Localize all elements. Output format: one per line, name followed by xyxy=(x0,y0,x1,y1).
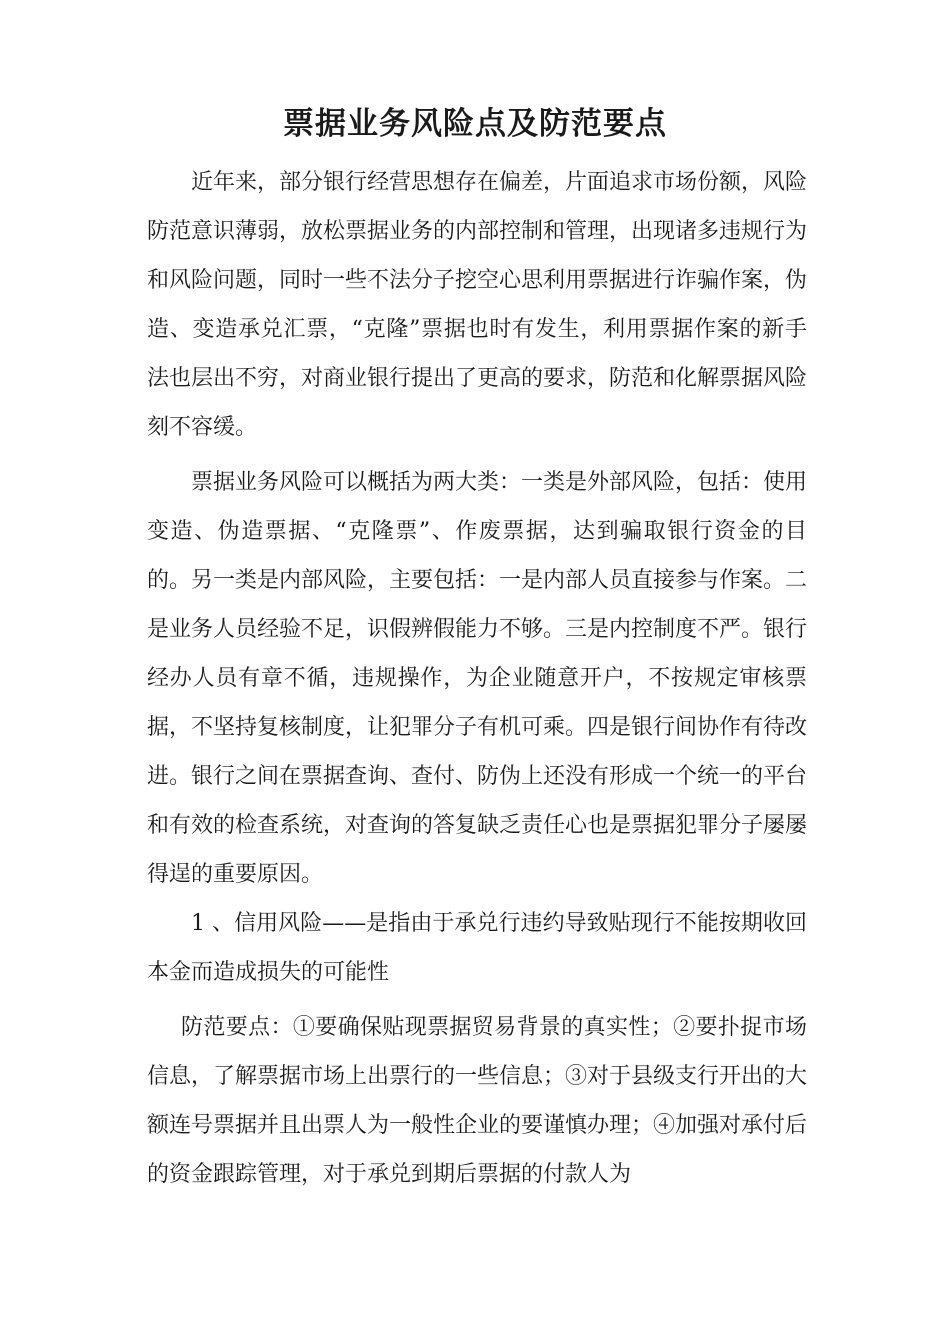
paragraph-risk-categories: 票据业务风险可以概括为两大类：一类是外部风险，包括：使用变造、伪造票据、“克隆票”、作废票据，达到骗取银行资金的目的。另一类是内部风险，主要包括：一是内部人员直接参与作案。二是业务人员经验不足，识假辨假能力不够。三是内控制度不严。银行经办人员有章不循，违规操作，为企业随意开户，不按规定审核票据，不坚持复核制度，让犯罪分子有机可乘。四是银行间协作有待改进。银行之间在票据查询、查付、防伪上还没有形成一个统一的平台和有效的检查系统，对查询的答复缺乏责任心也是票据犯罪分子屡屡得逞的重要原因。 xyxy=(147,470,808,887)
document-title: 票据业务风险点及防范要点 xyxy=(283,106,667,142)
paragraph-intro: 近年来，部分银行经营思想存在偏差，片面追求市场份额，风险防范意识薄弱，放松票据业务的内部控制和管理，出现诸多违规行为和风险问题，同时一些不法分子挖空心思利用票据进行诈骗作案，伪造、变造承兑汇票，“克隆”票据也时有发生，利用票据作案的新手法也层出不穷，对商业银行提出了更高的要求，防范和化解票据风险刻不容缓。 xyxy=(147,170,808,440)
document-body xyxy=(147,158,807,1199)
paragraph-credit-risk: 1 、信用风险——是指由于承兑行违约导致贴现行不能按期收回本金而造成损失的可能性 xyxy=(147,911,807,985)
paragraph-prevention-points: 防范要点：①要确保贴现票据贸易背景的真实性；②要扑捉市场信息，了解票据市场上出票行的一些信息；③对于县级支行开出的大额连号票据并且出票人为一般性企业的要谨慎办理；④加强对承付后的资金跟踪管理，对于承兑到期后票据的付款人为 xyxy=(147,1015,808,1187)
